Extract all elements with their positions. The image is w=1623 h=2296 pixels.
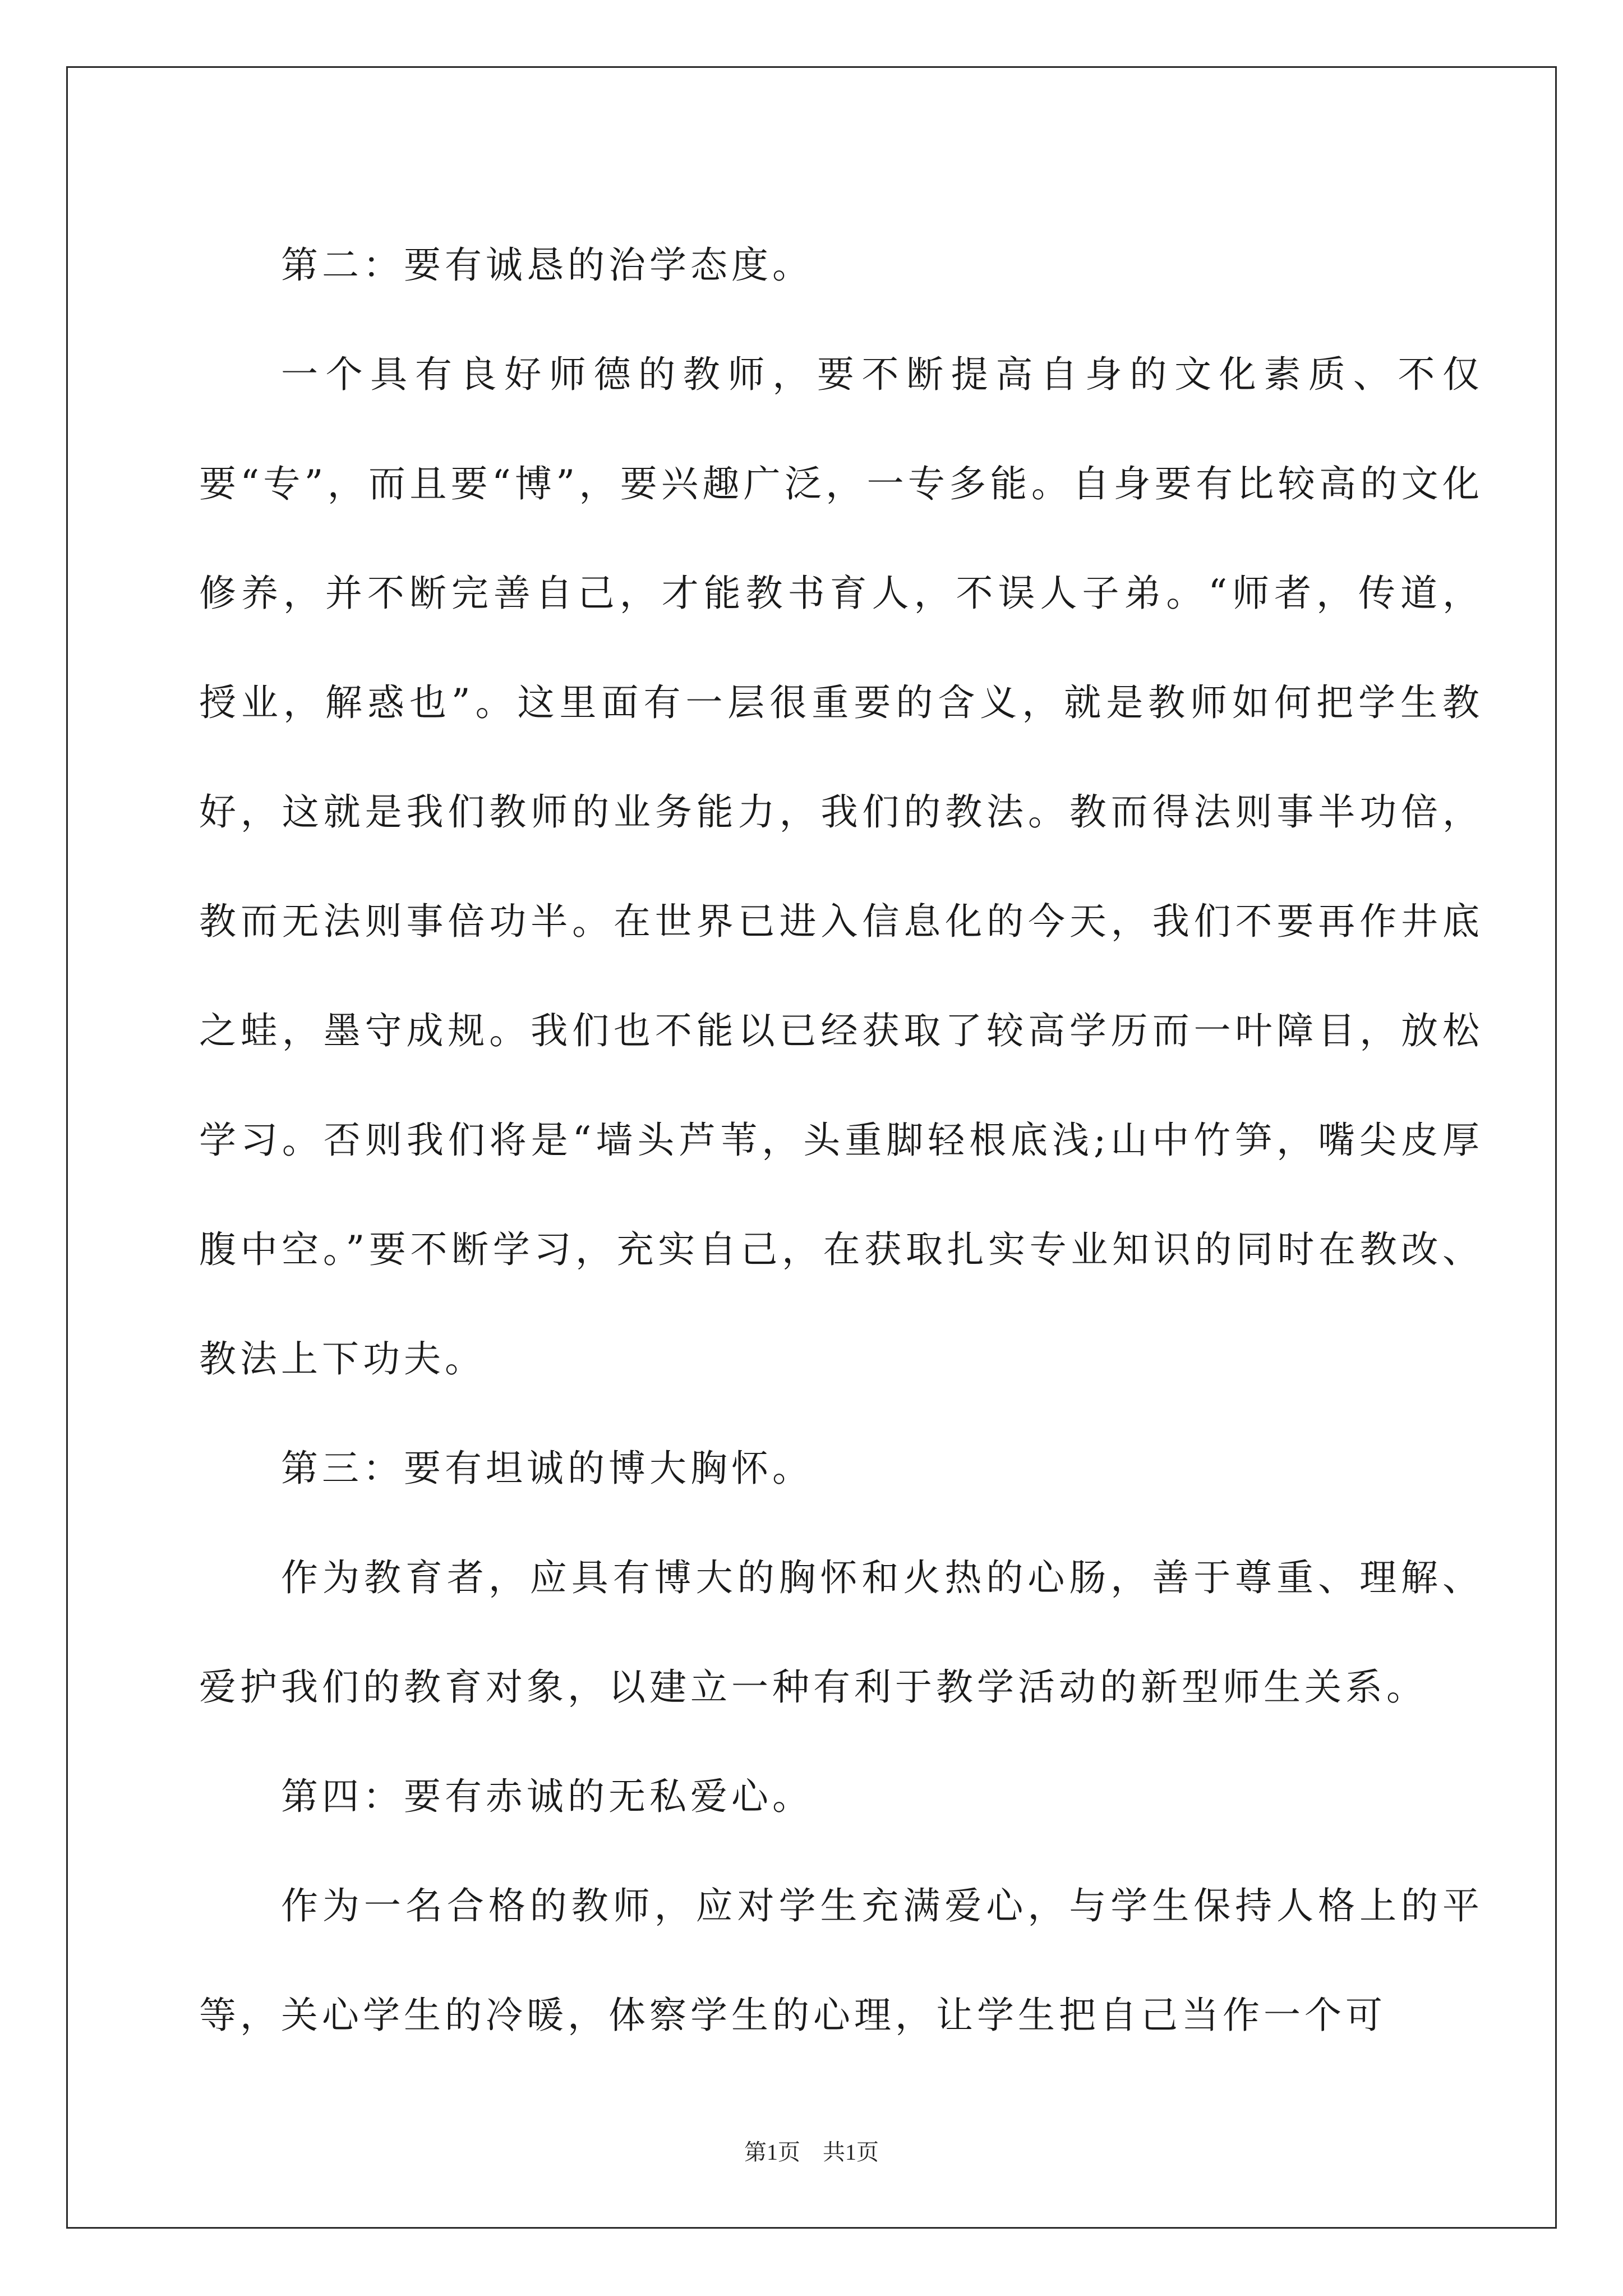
paragraph-heading-4: 第四：要有赤诚的无私爱心。 <box>281 1775 813 1818</box>
paragraph-body-3: 作为教育者，应具有博大的胸怀和火热的心肠，善于尊重、理解、爱护我们的教育对象，以建立一种有利于教学活动的新型师生关系。 <box>199 1556 1483 1709</box>
document-body <box>199 210 1483 2070</box>
paragraph-heading-3: 第三：要有坦诚的博大胸怀。 <box>281 1447 813 1490</box>
paragraph-body-2: 一个具有良好师德的教师，要不断提高自身的文化素质、不仅要“专”，而且要“博”，要兴趣广泛，一专多能。自身要有比较高的文化修养，并不断完善自己，才能教书育人，不误人子弟。“师者，传道，授业，解惑也”。这里面有一层很重要的含义，就是教师如何把学生教好，这就是我们教师的业务能力，我们的教法。教而得法则事半功倍，教而无法则事倍功半。在世界已进入信息化的今天，我们不要再作井底之蛙，墨守成规。我们也不能以已经获取了较高学历而一叶障目，放松学习。否则我们将是“墙头芦苇，头重脚轻根底浅;山中竹笋，嘴尖皮厚腹中空。”要不断学习，充实自己，在获取扎实专业知识的同时在教改、教法上下功夫。 <box>199 353 1483 1381</box>
page-footer: 第1页 共1页 <box>744 2139 879 2165</box>
paragraph-body-4: 作为一名合格的教师，应对学生充满爱心，与学生保持人格上的平等，关心学生的冷暖，体察学生的心理，让学生把自己当作一个可 <box>199 1884 1483 2037</box>
paragraph-heading-2: 第二：要有诚恳的治学态度。 <box>281 243 813 287</box>
